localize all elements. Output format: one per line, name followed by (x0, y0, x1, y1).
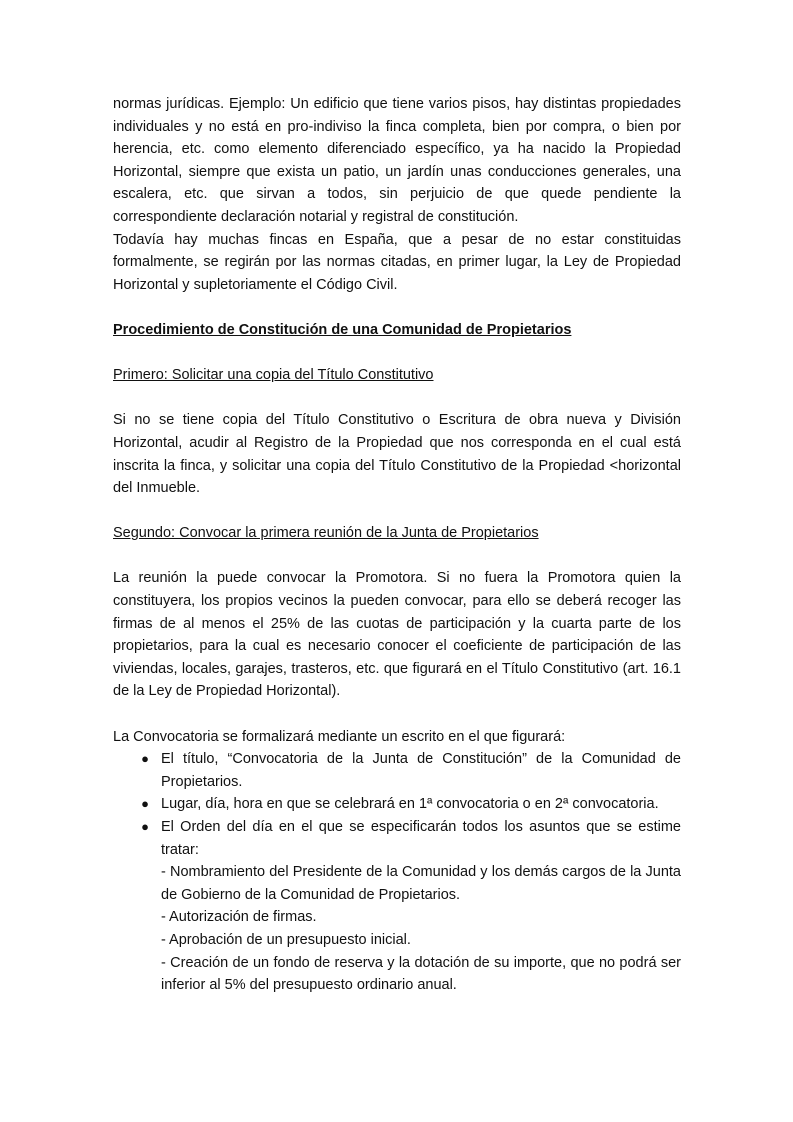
step1-body: Si no se tiene copia del Título Constitutivo o Escritura de obra nueva y División Horizontal, acudir al Registro de la Propiedad que nos corresponda en el cual está inscrita la finca, y solicitar una copia del Título Constitutivo de la Propiedad <horizontal del Inmueble. (113, 412, 681, 497)
document-page (113, 93, 681, 997)
convocatoria-intro: La Convocatoria se formalizará mediante un escrito en el que figurará: (113, 728, 566, 745)
step2-body: La reunión la puede convocar la Promotora. Si no fuera la Promotora quien la constituyera, los propios vecinos la pueden convocar, para ello se deberá recoger las firmas de al menos el 25% de las cuotas de participación y la cuarta parte de los propietarios, para la cual es necesario conocer el coeficiente de participación de las viviendas, locales, garajes, trasteros, etc. que figurará en el Título Constitutivo (art. 16.1 de la Ley de Propiedad Horizontal). (113, 570, 681, 700)
spacer (113, 387, 681, 410)
bullet-icon: ● (141, 751, 149, 767)
step2-heading: Segundo: Convocar la primera reunión de la Junta de Propietarios (113, 525, 539, 542)
bullet-icon: ● (141, 819, 149, 834)
agenda-item: - Aprobación de un presupuesto inicial. (161, 931, 411, 948)
list-item-text: El Orden del día en el que se especificarán todos los asuntos que se estime tratar: (161, 819, 681, 858)
list-item (113, 748, 681, 793)
agenda-item: - Creación de un fondo de reserva y la dotación de su importe, que no podrá ser inferior al 5% del presupuesto ordinario anual. (161, 954, 681, 994)
bullet-icon: ● (141, 796, 149, 812)
section-title: Procedimiento de Constitución de una Comunidad de Propietarios (113, 321, 572, 338)
list-item-text: Lugar, día, hora en que se celebrará en 1ª convocatoria o en 2ª convocatoria. (161, 796, 659, 813)
spacer (113, 545, 681, 568)
intro-paragraph: normas jurídicas. Ejemplo: Un edificio que tiene varios pisos, hay distintas propiedades individuales y no está en pro-indiviso la finca completa, bien por compra, o bien por herencia, etc. como elemento diferenciado específico, ya ha nacido la Propiedad Horizontal, siempre que exista un patio, un jardín unas conducciones generales, una escalera, etc. que sirvan a todos, sin perjuicio de que quede pendiente la correspondiente declaración notarial y registral de constitución. (113, 96, 681, 225)
list-item (113, 816, 681, 997)
spacer (113, 342, 681, 365)
spacer (113, 296, 681, 319)
spacer (113, 500, 681, 523)
list-item-text: El título, “Convocatoria de la Junta de Constitución” de la Comunidad de Propietarios. (161, 751, 681, 790)
spacer (113, 703, 681, 726)
step1-heading: Primero: Solicitar una copia del Título Constitutivo (113, 367, 434, 384)
convocatoria-list (113, 748, 681, 997)
second-paragraph: Todavía hay muchas fincas en España, que a pesar de no estar constituidas formalmente, se regirán por las normas citadas, en primer lugar, la Ley de Propiedad Horizontal y supletoriamente el Código Civil. (113, 231, 681, 293)
agenda-item: - Autorización de firmas. (161, 909, 317, 926)
list-item (113, 793, 681, 816)
agenda-item: - Nombramiento del Presidente de la Comunidad y los demás cargos de la Junta de Gobierno de la Comunidad de Propietarios. (161, 864, 681, 903)
